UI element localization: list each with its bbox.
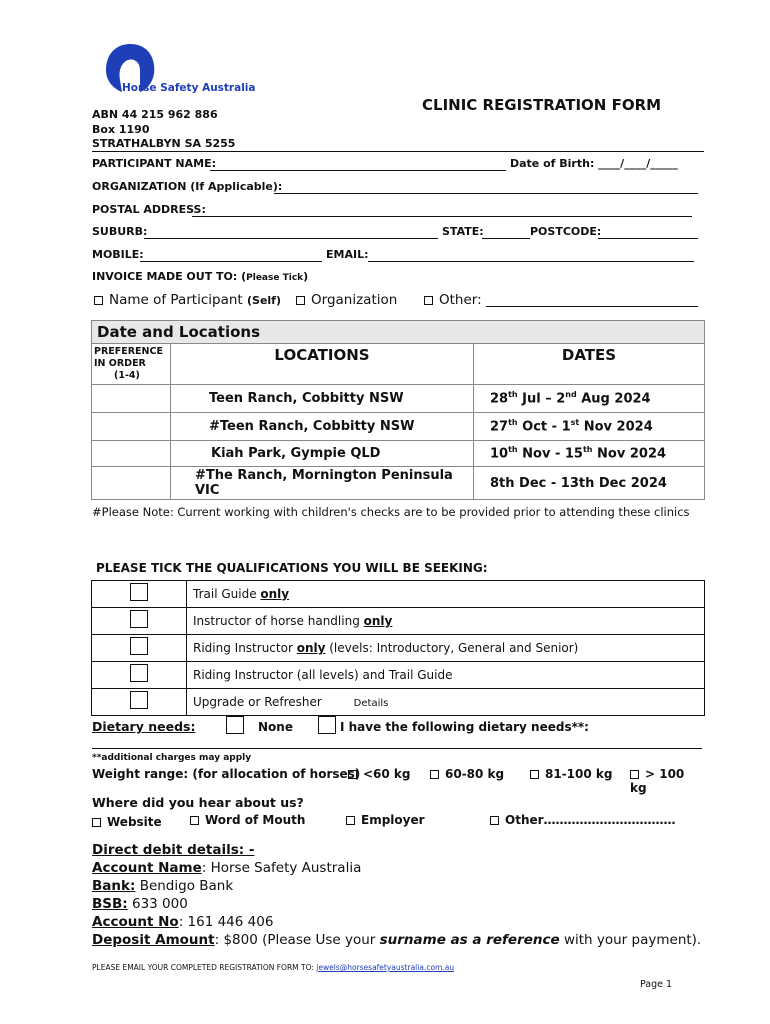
details-label: Details: [353, 698, 389, 709]
email-input[interactable]: [368, 250, 694, 262]
dietary-none-checkbox[interactable]: [226, 716, 244, 734]
q1-cell[interactable]: [92, 581, 187, 608]
weight-option-4[interactable]: > 100 kg: [630, 767, 685, 795]
organization-input[interactable]: [274, 182, 698, 194]
q4-checkbox[interactable]: [130, 664, 148, 682]
q2-label: Instructor of horse handling only: [187, 608, 705, 635]
debit-title: Direct debit details: -: [92, 842, 255, 858]
participant-label: PARTICIPANT NAME:: [92, 157, 216, 170]
table-row: [92, 413, 705, 441]
dates-header: DATES: [474, 344, 705, 385]
q2-checkbox[interactable]: [130, 610, 148, 628]
locations-title: Date and Locations: [91, 320, 705, 343]
q4-label: Riding Instructor (all levels) and Trail Guide: [187, 662, 705, 689]
date-cell: 28th Jul – 2nd Aug 2024: [474, 385, 705, 413]
self-label: Name of Participant: [109, 292, 243, 308]
footer-email-line: [92, 963, 454, 972]
q1-label: Trail Guide only: [187, 581, 705, 608]
hear-employer-option[interactable]: Employer: [346, 813, 425, 827]
header-rule: [92, 151, 704, 152]
pref-header-line1: PREFERENCE: [94, 346, 163, 357]
city: STRATHALBYN SA 5255: [92, 137, 236, 150]
location-cell: #The Ranch, Mornington Peninsula VIC: [171, 467, 474, 500]
pref-header-line2: IN ORDER: [94, 358, 146, 369]
locations-note: #Please Note: Current working with children's checks are to be provided prior to attending these clinics: [92, 505, 690, 519]
footer-email-text: PLEASE EMAIL YOUR COMPLETED REGISTRATION FORM TO:: [92, 963, 317, 972]
postal-input[interactable]: [192, 205, 692, 217]
other-input[interactable]: [486, 294, 698, 307]
q2-cell[interactable]: [92, 608, 187, 635]
date-cell: 27th Oct - 1st Nov 2024: [474, 413, 705, 441]
q5-cell[interactable]: [92, 689, 187, 716]
account-no-row: Account No: 161 446 406: [92, 914, 274, 930]
footer-email-link[interactable]: jewels@horsesafetyaustralia.com.au: [316, 963, 455, 972]
postal-row: [92, 203, 704, 219]
pref-input-2[interactable]: [92, 413, 171, 441]
table-row: [92, 635, 705, 662]
dietary-note: **additional charges may apply: [92, 753, 252, 763]
bank-row: Bank: Bendigo Bank: [92, 878, 234, 894]
qualifications-heading: PLEASE TICK THE QUALIFICATIONS YOU WILL BE SEEKING:: [96, 561, 488, 575]
postcode-input[interactable]: [598, 227, 698, 239]
invoice-label-text: INVOICE MADE OUT TO: (: [92, 270, 247, 283]
location-cell: #Teen Ranch, Cobbitty NSW: [171, 413, 474, 441]
q3-cell[interactable]: [92, 635, 187, 662]
email-label: EMAIL:: [326, 248, 369, 261]
org-label: Organization: [311, 292, 398, 308]
location-cell: Teen Ranch, Cobbitty NSW: [171, 385, 474, 413]
pref-input-1[interactable]: [92, 385, 171, 413]
table-row: [92, 441, 705, 467]
bsb-row: BSB: 633 000: [92, 896, 188, 912]
mobile-row: [92, 248, 704, 264]
po-box: Box 1190: [92, 122, 150, 136]
postal-label: POSTAL ADDRESS:: [92, 203, 206, 216]
dietary-needs-checkbox[interactable]: [318, 716, 336, 734]
hear-other-option[interactable]: Other……………………………: [490, 813, 676, 827]
qualifications-table: [91, 580, 705, 716]
q3-label: Riding Instructor only (levels: Introductory, General and Senior): [187, 635, 705, 662]
locations-table: [91, 343, 705, 500]
page-number: Page 1: [640, 979, 673, 990]
mobile-input[interactable]: [140, 250, 322, 262]
pref-input-3[interactable]: [92, 441, 171, 467]
org-checkbox[interactable]: [296, 296, 305, 305]
weight-label: Weight range: (for allocation of horses): [92, 767, 361, 781]
table-row: [92, 581, 705, 608]
q5-checkbox[interactable]: [130, 691, 148, 709]
state-input[interactable]: [482, 227, 530, 239]
participant-input[interactable]: [210, 159, 506, 171]
suburb-input[interactable]: [144, 227, 438, 239]
participant-row: [92, 157, 704, 173]
pref-header: [92, 344, 171, 385]
table-row: [92, 385, 705, 413]
q5-label: Upgrade or Refresher Details: [187, 689, 705, 716]
form-title: CLINIC REGISTRATION FORM: [422, 96, 662, 114]
table-row: [92, 608, 705, 635]
invoice-label: [92, 270, 308, 283]
locations-section: [91, 320, 705, 500]
hear-website-option[interactable]: Website: [92, 815, 162, 829]
direct-debit: [92, 841, 701, 949]
table-row: [92, 467, 705, 500]
state-label: STATE:: [442, 225, 484, 238]
suburb-row: [92, 225, 704, 241]
mobile-label: MOBILE:: [92, 248, 144, 261]
hear-mouth-option[interactable]: Word of Mouth: [190, 813, 305, 827]
table-row: [92, 662, 705, 689]
dietary-none-label: None: [258, 720, 293, 734]
table-header-row: [92, 344, 705, 385]
hear-label: Where did you hear about us?: [92, 795, 304, 810]
brand-name: Horse Safety Australia: [122, 82, 256, 94]
weight-option-2[interactable]: 60-80 kg: [430, 767, 504, 781]
invoice-other-option[interactable]: [424, 292, 482, 308]
hear-row: [92, 813, 704, 829]
dietary-needs-label: I have the following dietary needs**:: [340, 720, 589, 734]
self-checkbox[interactable]: [94, 296, 103, 305]
organization-label: ORGANIZATION (If Applicable):: [92, 180, 283, 193]
dob-label[interactable]: Date of Birth: ____/____/_____: [510, 157, 678, 170]
logo: [100, 40, 256, 100]
other-label: Other:: [439, 292, 482, 308]
weight-option-3[interactable]: 81-100 kg: [530, 767, 612, 781]
organization-row: [92, 180, 704, 196]
org-details: [92, 108, 235, 152]
self-hint: (Self): [247, 294, 281, 307]
invoice-org-option[interactable]: [296, 292, 397, 308]
account-name-row: Account Name: Horse Safety Australia: [92, 860, 362, 876]
other-checkbox[interactable]: [424, 296, 433, 305]
deposit-row: Deposit Amount: $800 (Please Use your surname as a reference with your payment).: [92, 932, 702, 948]
dietary-label: Dietary needs:: [92, 719, 196, 734]
invoice-hint: Please Tick: [246, 273, 304, 283]
dietary-input[interactable]: [92, 738, 702, 749]
invoice-close: ): [303, 270, 309, 283]
date-cell: 10th Nov - 15th Nov 2024: [474, 441, 705, 467]
date-cell: 8th Dec - 13th Dec 2024: [474, 467, 705, 500]
invoice-options: [94, 292, 704, 310]
locations-header: LOCATIONS: [171, 344, 474, 385]
q1-checkbox[interactable]: [130, 583, 148, 601]
abn: ABN 44 215 962 886: [92, 108, 218, 121]
table-row: [92, 689, 705, 716]
invoice-self-option[interactable]: [94, 292, 281, 308]
q3-checkbox[interactable]: [130, 637, 148, 655]
pref-input-4[interactable]: [92, 467, 171, 500]
pref-header-line3: (1-4): [114, 370, 140, 381]
weight-row: [92, 767, 704, 795]
postcode-label: POSTCODE:: [530, 225, 602, 238]
location-cell: Kiah Park, Gympie QLD: [171, 441, 474, 467]
suburb-label: SUBURB:: [92, 225, 148, 238]
q4-cell[interactable]: [92, 662, 187, 689]
weight-option-1[interactable]: <60 kg: [348, 767, 411, 781]
